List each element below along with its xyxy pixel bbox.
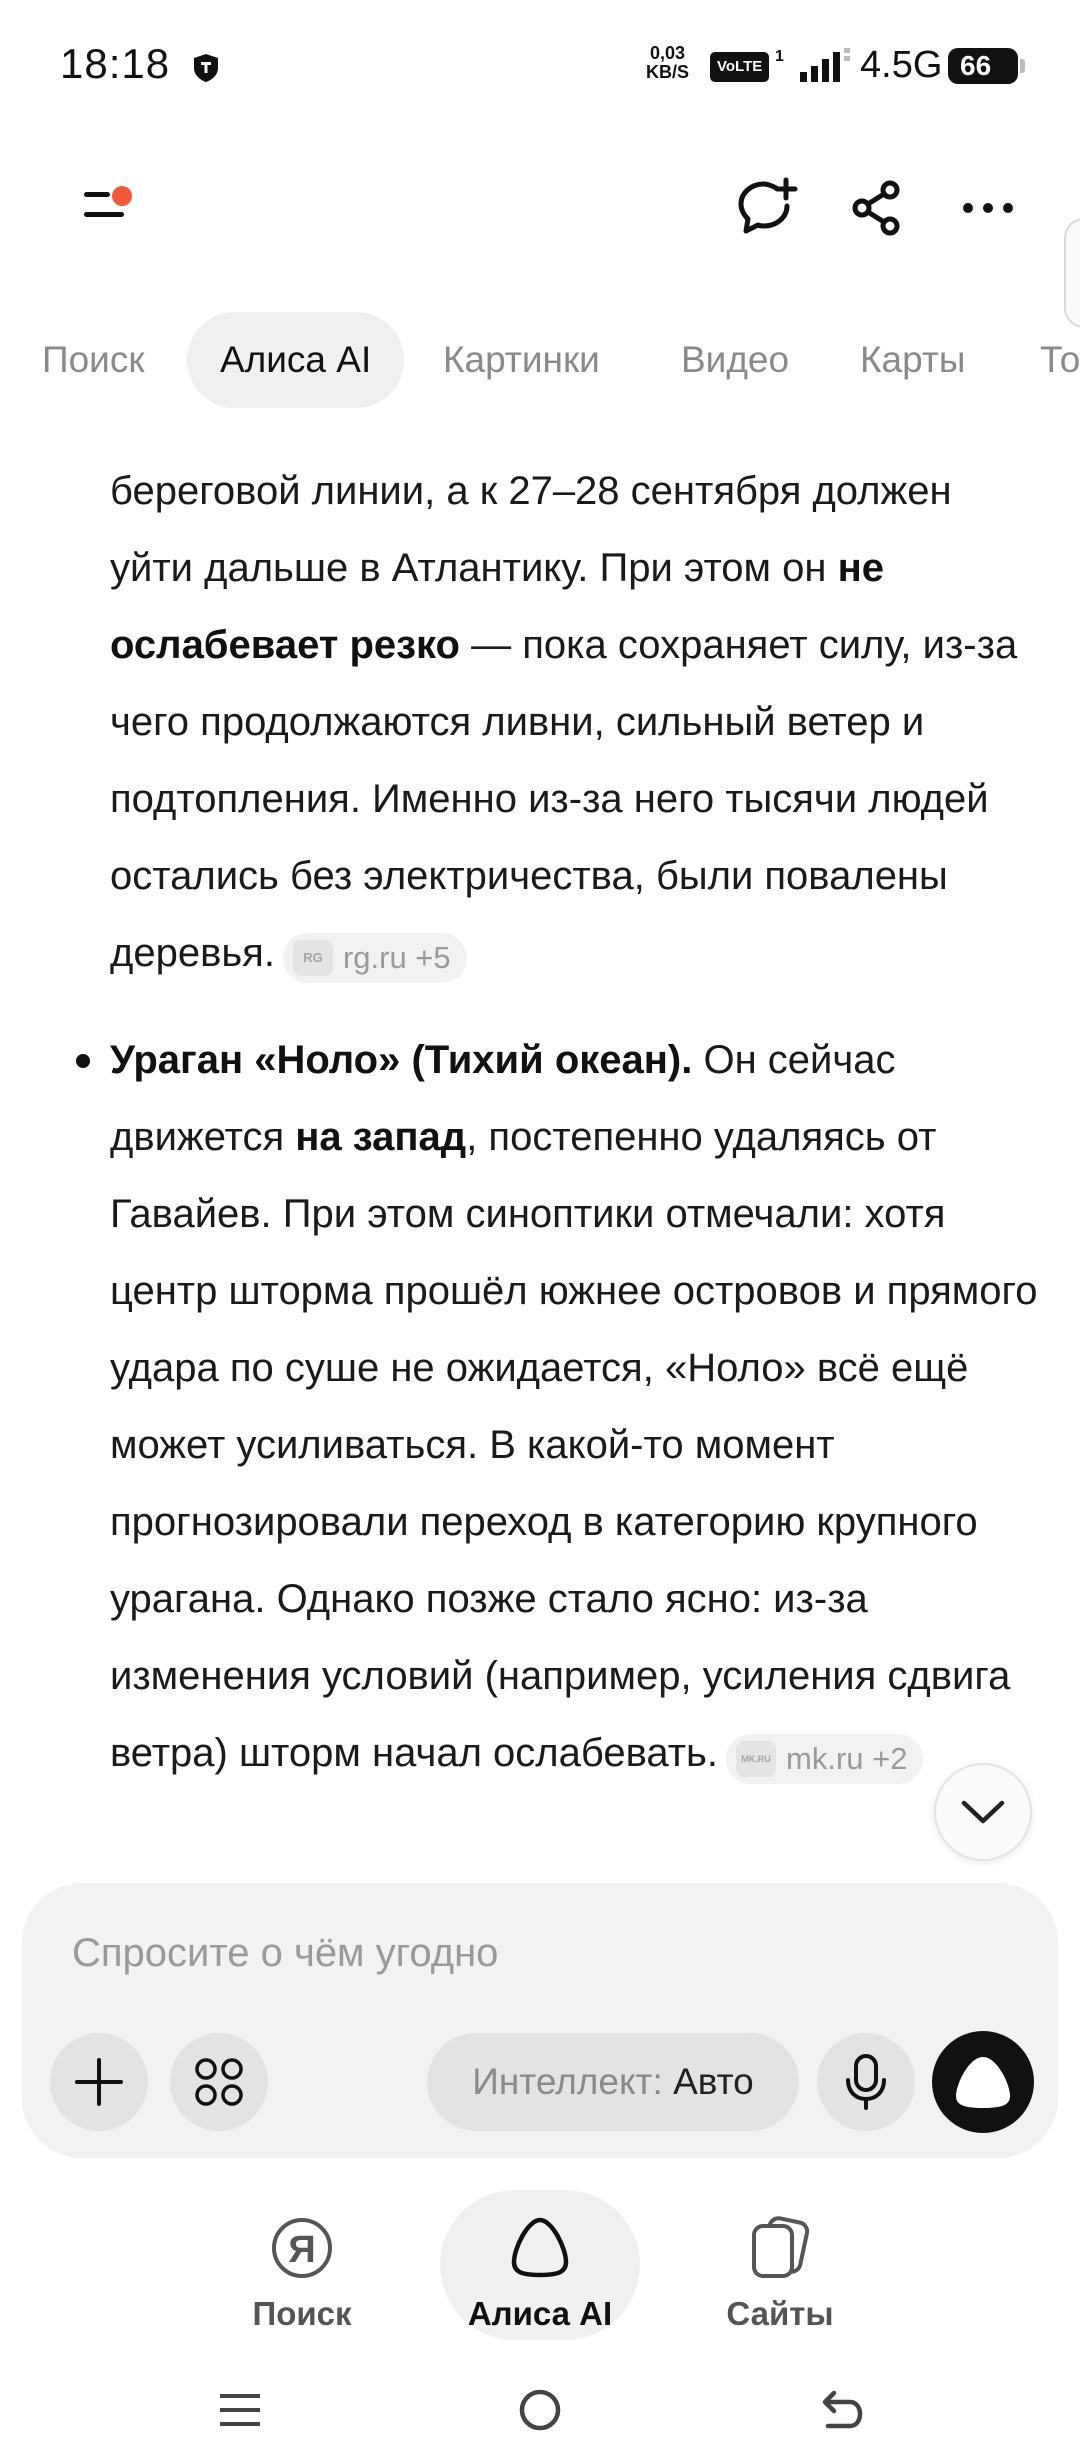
rg-logo-icon: RG	[293, 940, 333, 976]
net-speed-unit: KB/S	[646, 62, 690, 82]
source-chip-mk[interactable]	[726, 1734, 923, 1784]
net-speed-value: 0,03	[649, 43, 686, 63]
source-chip-label: rg.ru +5	[342, 940, 451, 975]
prompt-input[interactable]	[72, 1923, 972, 1983]
alice-icon	[508, 2212, 572, 2282]
network-type: 4.5G	[860, 44, 943, 86]
notification-dot	[112, 186, 132, 206]
search-tabs	[0, 312, 1080, 408]
plus-icon	[73, 2056, 125, 2108]
share-button[interactable]	[840, 170, 916, 246]
tab-alice-ai[interactable]: Алиса AI	[187, 312, 404, 408]
source-chip-rg[interactable]	[283, 933, 467, 983]
microphone-icon	[841, 2052, 891, 2112]
sites-icon	[748, 2212, 812, 2282]
ya-search-icon	[270, 2212, 334, 2282]
nav-alice-ai[interactable]	[440, 2190, 640, 2340]
bullet-title: Ураган «Ноло» (Тихий океан).	[110, 1038, 693, 1082]
home-icon	[517, 2387, 563, 2433]
back-button[interactable]	[800, 2370, 880, 2450]
composer	[22, 1883, 1058, 2158]
nav-search[interactable]	[202, 2190, 402, 2340]
more-button[interactable]	[950, 170, 1026, 246]
new-chat-button[interactable]	[730, 170, 806, 246]
share-icon	[848, 178, 908, 238]
attach-button[interactable]	[50, 2033, 148, 2131]
net-speed	[646, 44, 689, 82]
answer-bullet-item	[110, 1022, 1045, 1792]
new-chat-icon	[736, 176, 800, 240]
tab-search[interactable]: Поиск	[42, 339, 145, 380]
answer-paragraph	[110, 453, 1045, 992]
emphasis-text: на запад	[295, 1115, 467, 1159]
intellect-mode-selector[interactable]	[427, 2033, 799, 2131]
bullet-marker	[76, 1054, 90, 1068]
more-icon	[958, 198, 1018, 218]
intellect-value: Авто	[673, 2061, 754, 2102]
source-chip-label: mk.ru +2	[786, 1741, 908, 1776]
tab-images[interactable]: Картинки	[443, 339, 600, 380]
alice-send-button[interactable]	[932, 2031, 1034, 2133]
status-time: 18:18	[60, 40, 171, 87]
mk-logo-icon: MK.RU	[736, 1741, 776, 1777]
paragraph-text: — пока сохраняет силу, из-за чего продолжаются ливни, сильный ветер и подтопления. Именно из-за него тысячи людей остались без электричества, были повалены деревья.	[110, 623, 1018, 975]
tab-video[interactable]: Видео	[681, 339, 790, 380]
shield-icon	[190, 52, 222, 84]
recents-icon	[218, 2390, 262, 2430]
menu-button[interactable]	[46, 170, 146, 240]
tab-maps[interactable]: Карты	[860, 339, 966, 380]
nav-sites-label: Сайты	[726, 2295, 834, 2332]
battery-icon	[948, 48, 1018, 84]
chevron-down-icon	[960, 1798, 1006, 1826]
emphasis-text: не ослабевает резко	[110, 546, 885, 667]
paragraph-text: Он сейчас движется	[110, 1038, 896, 1159]
voice-input-button[interactable]	[817, 2033, 915, 2131]
apps-grid-icon	[192, 2055, 246, 2109]
bottom-navigation	[0, 2180, 1080, 2350]
home-button[interactable]	[500, 2370, 580, 2450]
tab-more[interactable]: То	[1040, 339, 1080, 380]
paragraph-text: береговой линии, а к 27–28 сентября должен уйти дальше в Атлантику. При этом он	[110, 469, 952, 590]
scroll-down-button[interactable]	[934, 1763, 1032, 1861]
signal-icon	[800, 48, 852, 84]
paragraph-text: , постепенно удаляясь от Гавайев. При этом синоптики отмечали: хотя центр шторма прошёл южнее островов и прямого удара по суше не ожидается, «Ноло» всё ещё может усиливаться. В какой-то момент прогнозировали переход в категорию крупного урагана. Однако позже стало ясно: из-за изменения условий (например, усиления сдвига ветра) шторм начал ослабевать.	[110, 1115, 1038, 1775]
alice-icon	[952, 2054, 1014, 2110]
status-bar	[0, 0, 1080, 130]
nav-sites[interactable]	[680, 2190, 880, 2340]
answer-content	[0, 408, 1080, 1828]
system-navigation-bar	[0, 2360, 1080, 2460]
volte-sim-number: 1	[775, 48, 784, 65]
back-icon	[816, 2388, 864, 2432]
battery-tip	[1020, 59, 1025, 73]
volte-badge: VoLTE	[710, 52, 769, 82]
svg-text:Я: Я	[288, 2229, 316, 2271]
apps-button[interactable]	[170, 2033, 268, 2131]
battery-level: 66	[960, 50, 992, 81]
recents-button[interactable]	[200, 2370, 280, 2450]
intellect-label: Интеллект:	[472, 2061, 674, 2102]
nav-alice-label: Алиса AI	[467, 2295, 613, 2332]
nav-search-label: Поиск	[252, 2295, 352, 2332]
